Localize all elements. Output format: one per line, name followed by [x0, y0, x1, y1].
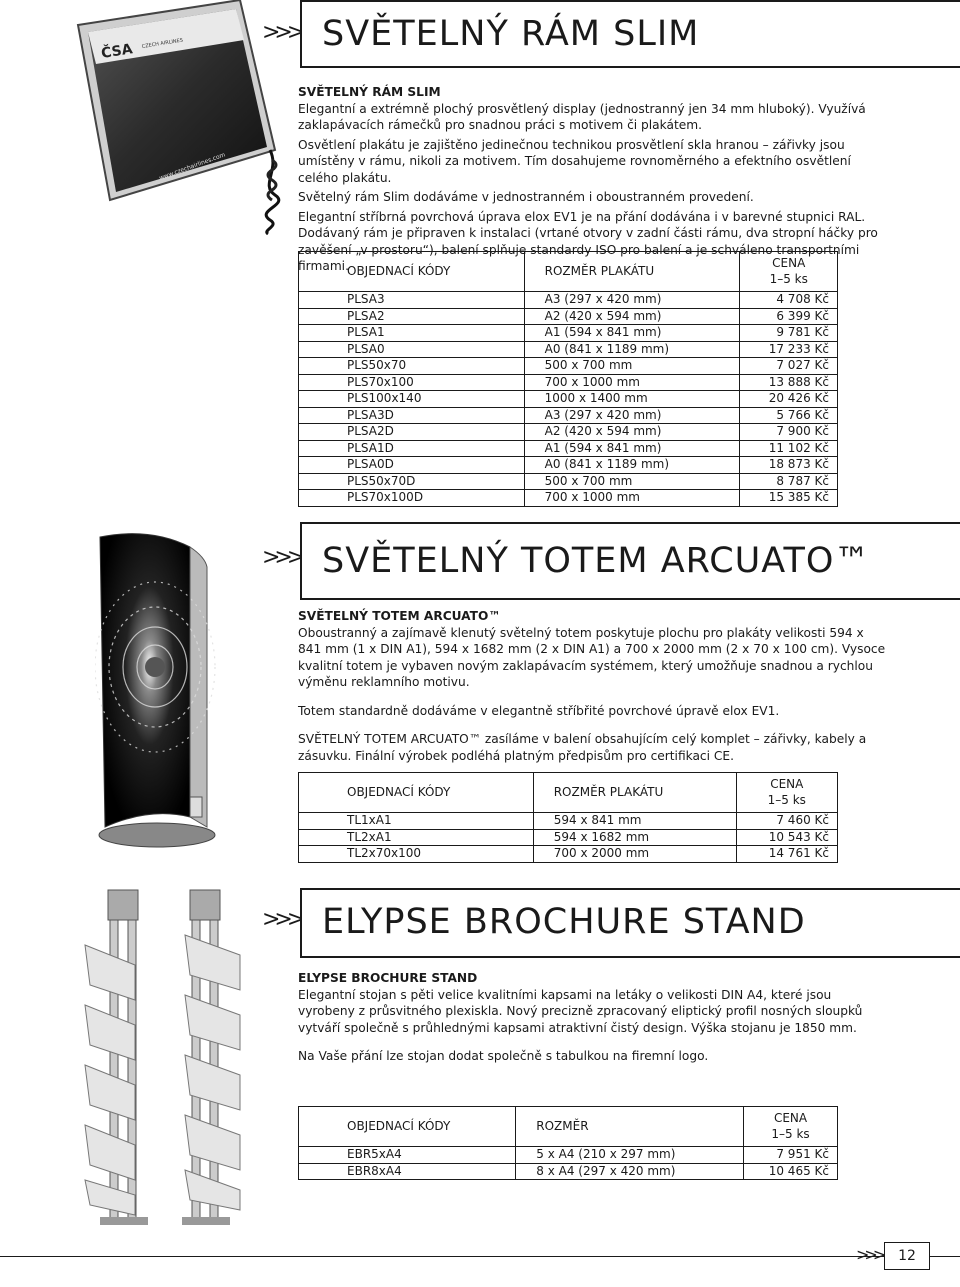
description-paragraph: Elegantní a extrémně plochý prosvětlený display (jednostranný jen 34 mm hluboký). Využívá zaklapávacích rámečků pro snadnou práci s motivem či plakátem.	[298, 101, 866, 132]
footer-line	[0, 1256, 884, 1257]
column-header-size: ROZMĚR PLAKÁTU	[524, 252, 740, 292]
table-row	[299, 424, 838, 441]
price-table	[298, 251, 838, 507]
section-arrow-icon: >>>	[262, 20, 300, 45]
section-title: SVĚTELNÝ TOTEM ARCUATO™	[322, 541, 871, 581]
section-description	[298, 970, 890, 1068]
table-row	[299, 813, 838, 830]
page-arrow-icon: >>>	[856, 1245, 882, 1264]
cell-size: A3 (297 x 420 mm)	[524, 407, 740, 424]
section-arrow-icon: >>>	[262, 907, 300, 932]
cell-price: 14 761 Kč	[736, 846, 837, 863]
cell-size: 8 x A4 (297 x 420 mm)	[516, 1163, 744, 1180]
description-paragraph: Elegantní stojan s pěti velice kvalitními kapsami na letáky o velikosti DIN A4, které jsou vyrobeny z průsvitného plexiskla. Nový precizně zpracovaný eliptický profil nosných sloupků vytváří společně s průhlednými kapsami atraktivní čistý design. Výška stojanu je 1850 mm.	[298, 987, 863, 1035]
cell-code: PLSA1D	[299, 440, 525, 457]
column-header-price: CENA 1–5 ks	[740, 252, 838, 292]
cell-size: A0 (841 x 1189 mm)	[524, 341, 740, 358]
cell-price: 6 399 Kč	[740, 308, 838, 325]
cell-size: A0 (841 x 1189 mm)	[524, 457, 740, 474]
cell-price: 7 460 Kč	[736, 813, 837, 830]
price-table	[298, 1106, 838, 1180]
cell-size: A1 (594 x 841 mm)	[524, 325, 740, 342]
price-table	[298, 772, 838, 863]
description-paragraph: Totem standardně dodáváme v elegantně stříbřité povrchové úpravě elox EV1.	[298, 703, 780, 718]
cell-price: 7 027 Kč	[740, 358, 838, 375]
section-title: ELYPSE BROCHURE STAND	[322, 902, 806, 942]
column-header-price: CENA 1–5 ks	[736, 773, 837, 813]
cell-price: 20 426 Kč	[740, 391, 838, 408]
cell-code: PLS100x140	[299, 391, 525, 408]
column-header-code: OBJEDNACÍ KÓDY	[299, 773, 534, 813]
cell-price: 10 465 Kč	[744, 1163, 838, 1180]
cell-price: 11 102 Kč	[740, 440, 838, 457]
table-row	[299, 1147, 838, 1164]
cell-code: PLSA0D	[299, 457, 525, 474]
brochure-stand-image	[80, 885, 260, 1230]
cell-code: TL2xA1	[299, 829, 534, 846]
cell-price: 15 385 Kč	[740, 490, 838, 507]
column-header-code: OBJEDNACÍ KÓDY	[299, 1107, 516, 1147]
cell-size: 500 x 700 mm	[524, 473, 740, 490]
cell-code: PLSA2D	[299, 424, 525, 441]
cell-code: PLS70x100D	[299, 490, 525, 507]
cell-size: 700 x 1000 mm	[524, 374, 740, 391]
cell-price: 13 888 Kč	[740, 374, 838, 391]
cell-price: 10 543 Kč	[736, 829, 837, 846]
page-number: 12	[884, 1242, 930, 1270]
cell-size: 700 x 1000 mm	[524, 490, 740, 507]
cell-code: PLSA3D	[299, 407, 525, 424]
table-row	[299, 846, 838, 863]
section-header-box	[300, 888, 960, 958]
column-header-code: OBJEDNACÍ KÓDY	[299, 252, 525, 292]
cell-code: PLSA2	[299, 308, 525, 325]
section-subtitle: SVĚTELNÝ TOTEM ARCUATO™	[298, 609, 501, 623]
table-row	[299, 1163, 838, 1180]
section-divider-line	[0, 34, 262, 35]
poster-url-text: www.czechairlines.com	[158, 151, 227, 182]
cell-size: 1000 x 1400 mm	[524, 391, 740, 408]
cell-code: PLS50x70	[299, 358, 525, 375]
table-row	[299, 308, 838, 325]
cell-code: PLSA0	[299, 341, 525, 358]
description-paragraph: Světelný rám Slim dodáváme v jednostranném i oboustranném provedení.	[298, 190, 754, 204]
cell-price: 5 766 Kč	[740, 407, 838, 424]
section-description	[298, 608, 890, 767]
cell-size: 500 x 700 mm	[524, 358, 740, 375]
cell-code: PLS50x70D	[299, 473, 525, 490]
poster-logo-text: ČSA	[100, 41, 134, 62]
totem-image	[95, 527, 245, 857]
cell-size: A3 (297 x 420 mm)	[524, 292, 740, 309]
cell-price: 8 787 Kč	[740, 473, 838, 490]
table-row	[299, 829, 838, 846]
description-paragraph: Oboustranný a zajímavě klenutý světelný totem poskytuje plochu pro plakáty velikosti 594 x 841 mm (1 x DIN A1), 594 x 1682 mm (2 x DIN A1) a 700 x 2000 mm (2 x 70 x 100 cm). Vysoce kvalitní totem je vybaven novým zaklapávacím systémem, který umožňuje snadnou a rychlou výměnu reklamního motivu.	[298, 625, 886, 689]
table-row	[299, 457, 838, 474]
cell-size: 700 x 2000 mm	[533, 846, 736, 863]
table-row	[299, 440, 838, 457]
section-description	[298, 84, 890, 278]
table-row	[299, 374, 838, 391]
cell-price: 9 781 Kč	[740, 325, 838, 342]
table-row	[299, 341, 838, 358]
description-paragraph: Osvětlení plakátu je zajištěno jedinečnou technikou prosvětlení skla hranou – zářivky jsou umístěny v rámu, nikoli za motivem. Tím dosahujeme rovnoměrného a efektního osvětlení celého plakátu.	[298, 137, 851, 185]
cell-size: A2 (420 x 594 mm)	[524, 308, 740, 325]
cell-code: PLS70x100	[299, 374, 525, 391]
cell-size: 594 x 1682 mm	[533, 829, 736, 846]
cell-price: 4 708 Kč	[740, 292, 838, 309]
description-paragraph: SVĚTELNÝ TOTEM ARCUATO™ zasíláme v balení obsahujícím celý komplet – zářivky, kabely a zásuvku. Finální výrobek podléhá platným předpisům pro certifikaci CE.	[298, 732, 867, 763]
cell-price: 17 233 Kč	[740, 341, 838, 358]
table-row	[299, 358, 838, 375]
cell-price: 7 900 Kč	[740, 424, 838, 441]
slim-frame-image	[40, 0, 290, 235]
description-paragraph: Elegantní stříbrná povrchová úprava elox EV1 je na přání dodávána i v barevné stupnici RAL. Dodávaný rám je připraven k instalaci (vrtané otvory v zadní části rámu, dva stropní háčky pro zavěšení „v prostoru“), balení splňuje standardy ISO pro balení a je schváleno transportními firmami.	[298, 209, 878, 273]
column-header-size: ROZMĚR	[516, 1107, 744, 1147]
section-header-box	[300, 522, 960, 600]
cell-code: TL1xA1	[299, 813, 534, 830]
section-subtitle: SVĚTELNÝ RÁM SLIM	[298, 85, 441, 99]
section-header-box	[300, 0, 960, 68]
cell-price: 7 951 Kč	[744, 1147, 838, 1164]
cell-code: EBR8xA4	[299, 1163, 516, 1180]
table-row	[299, 407, 838, 424]
cell-code: PLSA3	[299, 292, 525, 309]
table-row	[299, 473, 838, 490]
cell-size: 5 x A4 (210 x 297 mm)	[516, 1147, 744, 1164]
cell-code: TL2x70x100	[299, 846, 534, 863]
section-arrow-icon: >>>	[262, 545, 300, 570]
footer-line	[930, 1256, 960, 1257]
description-paragraph: Na Vaše přání lze stojan dodat společně s tabulkou na firemní logo.	[298, 1049, 709, 1063]
cell-size: A2 (420 x 594 mm)	[524, 424, 740, 441]
table-row	[299, 490, 838, 507]
cell-code: PLSA1	[299, 325, 525, 342]
column-header-price: CENA 1–5 ks	[744, 1107, 838, 1147]
section-title: SVĚTELNÝ RÁM SLIM	[322, 14, 700, 54]
cell-price: 18 873 Kč	[740, 457, 838, 474]
table-row	[299, 325, 838, 342]
cell-code: EBR5xA4	[299, 1147, 516, 1164]
table-row	[299, 391, 838, 408]
cell-size: A1 (594 x 841 mm)	[524, 440, 740, 457]
section-subtitle: ELYPSE BROCHURE STAND	[298, 971, 478, 985]
poster-airline-text: CZECH AIRLINES	[141, 37, 184, 50]
cell-size: 594 x 841 mm	[533, 813, 736, 830]
table-row	[299, 292, 838, 309]
column-header-size: ROZMĚR PLAKÁTU	[533, 773, 736, 813]
